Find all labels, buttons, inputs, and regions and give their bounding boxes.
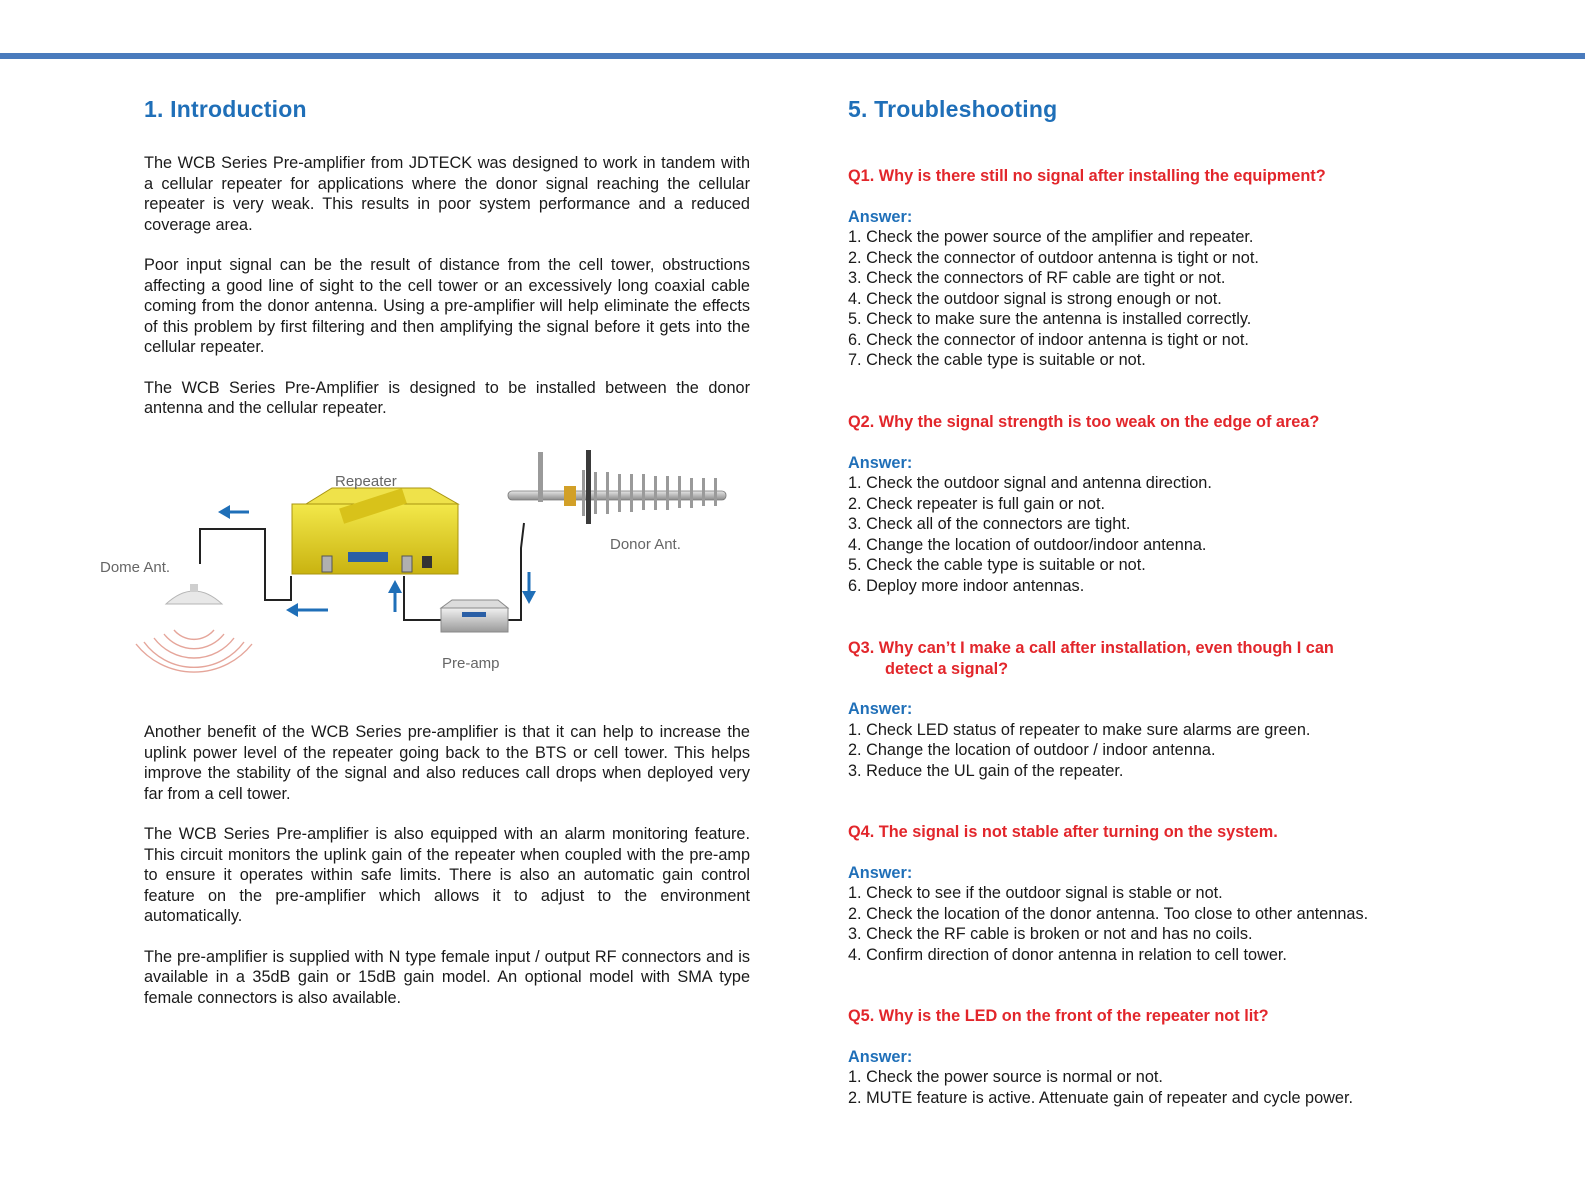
list-item: 3. Reduce the UL gain of the repeater.	[848, 761, 1124, 780]
answer-list-q5	[848, 1067, 1548, 1108]
list-item: 4. Check the outdoor signal is strong enough or not.	[848, 289, 1222, 308]
introduction-section	[100, 96, 750, 1007]
troubleshooting-heading: 5. Troubleshooting	[848, 96, 1058, 122]
question-q5: Q5. Why is the LED on the front of the repeater not lit?	[848, 1007, 1269, 1025]
faq-item-q3	[848, 638, 1548, 781]
faq-item-q4	[848, 822, 1548, 965]
preamp-label: Pre-amp	[442, 655, 500, 672]
intro-paragraph-4: Another benefit of the WCB Series pre-amplifier is that it can help to increase the uplink power level of the repeater going back to the BTS or cell tower. This helps improve the stability of the signal and also reduces call drops when deployed very far from a cell tower.	[144, 723, 750, 803]
list-item: 2. Check the connector of outdoor antenna is tight or not.	[848, 248, 1259, 267]
list-item: 4. Change the location of outdoor/indoor antenna.	[848, 535, 1207, 554]
list-item: 3. Check all of the connectors are tight.	[848, 515, 1131, 533]
question-q3	[848, 638, 1548, 679]
donor-antenna-label: Donor Ant.	[610, 536, 681, 553]
list-item: 4. Confirm direction of donor antenna in relation to cell tower.	[848, 945, 1287, 964]
list-item: 5. Check the cable type is suitable or not.	[848, 556, 1146, 574]
intro-paragraph-5: The WCB Series Pre-amplifier is also equipped with an alarm monitoring feature. This circuit monitors the uplink gain of the repeater when coupled with the pre-amp to ensure it operates within safe limits. There is also an automatic gain control feature on the pre-amplifier which allows it to adjust to the environment automatically.	[144, 825, 750, 925]
dome-antenna	[136, 584, 252, 672]
question-q2: Q2. Why the signal strength is too weak on the edge of area?	[848, 413, 1320, 431]
intro-paragraph-6: The pre-amplifier is supplied with N type female input / output RF connectors and is available in a 35dB gain or 15dB gain model. An optional model with SMA type female connectors is also available.	[144, 947, 750, 1007]
dome-antenna-label: Dome Ant.	[100, 559, 171, 576]
list-item: 2. MUTE feature is active. Attenuate gain of repeater and cycle power.	[848, 1088, 1353, 1107]
list-item: 6. Deploy more indoor antennas.	[848, 576, 1085, 595]
answer-label-q1: Answer:	[848, 207, 913, 226]
list-item: 1. Check LED status of repeater to make sure alarms are green.	[848, 720, 1311, 739]
intro-paragraph-1: The WCB Series Pre-amplifier from JDTECK was designed to work in tandem with a cellular repeater for applications where the donor signal reaching the cellular repeater is very weak. This results in poor system performance and a reduced coverage area.	[144, 154, 750, 234]
repeater-label: Repeater	[335, 473, 397, 490]
answer-list-q3	[848, 720, 1548, 782]
answer-label-q5: Answer:	[848, 1047, 913, 1066]
question-q3-line2: detect a signal?	[885, 659, 1009, 678]
list-item: 3. Check the RF cable is broken or not and has no coils.	[848, 925, 1253, 943]
faq-item-q1	[848, 166, 1548, 371]
list-item: 3. Check the connectors of RF cable are tight or not.	[848, 269, 1226, 287]
list-item: 2. Check repeater is full gain or not.	[848, 494, 1106, 513]
faq-item-q5	[848, 1006, 1548, 1108]
installation-diagram	[96, 448, 756, 688]
arrow-down-icon	[522, 572, 536, 604]
question-q4: Q4. The signal is not stable after turning on the system.	[848, 823, 1278, 841]
answer-list-q2	[848, 473, 1548, 596]
header-rule	[0, 53, 1585, 59]
list-item: 1. Check to see if the outdoor signal is stable or not.	[848, 884, 1223, 902]
arrow-left-bottom-icon	[286, 603, 328, 617]
faq-item-q2	[848, 412, 1548, 596]
list-item: 2. Check the location of the donor antenna. Too close to other antennas.	[848, 904, 1369, 923]
question-q3-line1: Q3. Why can’t I make a call after installation, even though I can	[848, 639, 1334, 657]
donor-antenna	[508, 450, 726, 524]
preamp-device	[441, 600, 508, 632]
answer-label-q2: Answer:	[848, 453, 913, 472]
answer-list-q1	[848, 227, 1548, 371]
list-item: 7. Check the cable type is suitable or not.	[848, 351, 1146, 369]
arrow-left-top-icon	[218, 505, 249, 519]
list-item: 2. Change the location of outdoor / indoor antenna.	[848, 741, 1216, 759]
list-item: 1. Check the power source is normal or not.	[848, 1068, 1163, 1086]
answer-label-q4: Answer:	[848, 863, 913, 882]
list-item: 1. Check the power source of the amplifier and repeater.	[848, 228, 1254, 246]
introduction-heading: 1. Introduction	[144, 96, 307, 122]
intro-paragraph-2: Poor input signal can be the result of distance from the cell tower, obstructions affecting a good line of sight to the cell tower or an excessively long coaxial cable coming from the donor antenna. Using a pre-amplifier will help eliminate the effects of this problem by first filtering and then amplifying the signal before it gets into the cellular repeater.	[144, 256, 750, 356]
answer-list-q4	[848, 883, 1548, 965]
list-item: 1. Check the outdoor signal and antenna direction.	[848, 474, 1212, 492]
list-item: 5. Check to make sure the antenna is installed correctly.	[848, 310, 1252, 328]
list-item: 6. Check the connector of indoor antenna is tight or not.	[848, 330, 1249, 349]
question-q1: Q1. Why is there still no signal after installing the equipment?	[848, 167, 1326, 185]
intro-lower-text	[144, 722, 750, 1008]
troubleshooting-section	[848, 96, 1548, 1107]
arrow-up-icon	[388, 580, 402, 612]
intro-paragraph-3: The WCB Series Pre-Amplifier is designed to be installed between the donor antenna and the cellular repeater.	[144, 378, 750, 417]
repeater-device	[292, 488, 458, 574]
answer-label-q3: Answer:	[848, 700, 913, 718]
